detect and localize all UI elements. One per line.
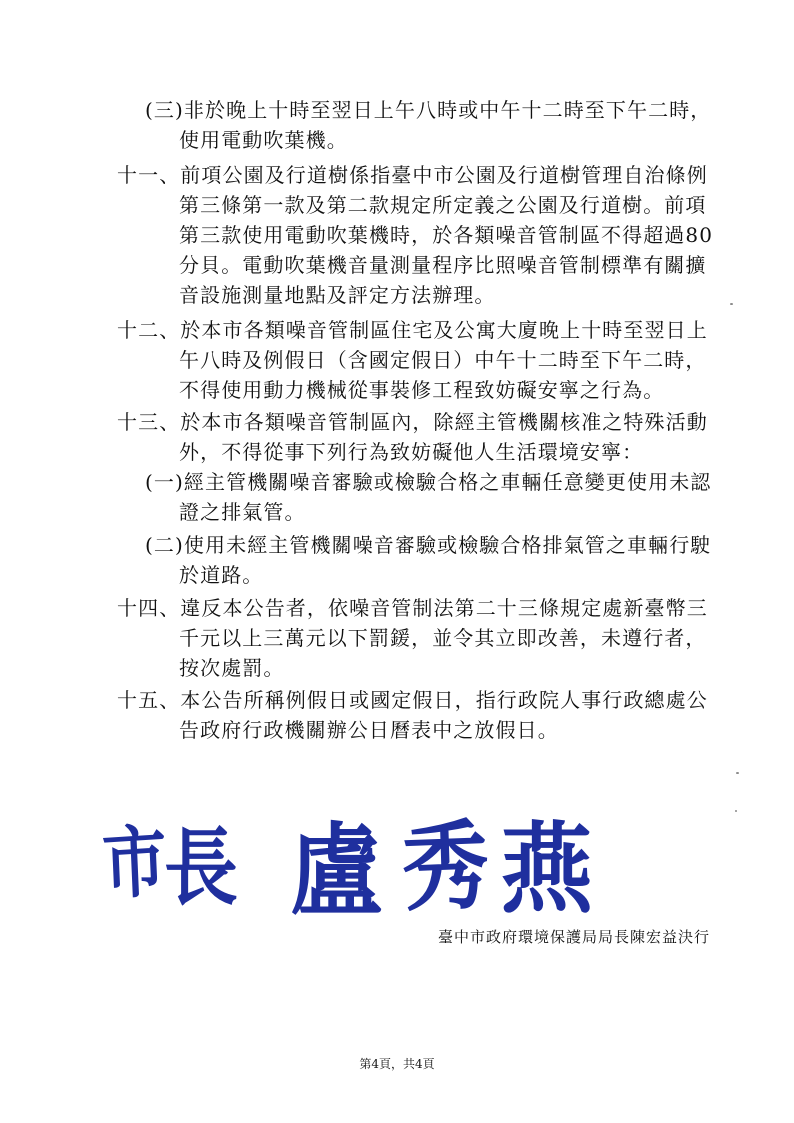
- clause-15-line-1: 十五、本公告所稱例假日或國定假日，指行政院人事行政總處公: [117, 688, 708, 712]
- clause-11-line-1: 十一、前項公園及行道樹係指臺中市公園及行道樹管理自治條例: [117, 163, 708, 187]
- clause-13-item-1-line-2: 證之排氣管。: [179, 500, 306, 524]
- clause-13-item-2-line-2: 於道路。: [179, 563, 264, 587]
- seal-char-name-1: 盧: [290, 812, 382, 930]
- clause-13-item-2-line-1: (二)使用未經主管機關噪音審驗或檢驗合格排氣管之車輛行駛: [145, 533, 712, 557]
- clause-11-line-2: 第三條第一款及第二款規定所定義之公園及行道樹。前項: [179, 193, 707, 217]
- clause-11-line-4: 分貝。電動吹葉機音量測量程序比照噪音管制標準有關擴: [179, 253, 707, 277]
- clause-11-line-5: 音設施測量地點及評定方法辦理。: [179, 283, 496, 307]
- seal-char-mayor-2: 長: [164, 818, 238, 917]
- seal-char-mayor-1: 市: [100, 815, 169, 911]
- signer-line: 臺中市政府環境保護局局長陳宏益決行: [438, 928, 711, 946]
- clause-13-line-1: 十三、於本市各類噪音管制區內，除經主管機關核准之特殊活動: [117, 410, 708, 434]
- clause-13-item-1-line-1: (一)經主管機關噪音審驗或檢驗合格之車輛任意變更使用未認: [145, 470, 712, 494]
- clause-14-line-1: 十四、違反本公告者，依噪音管制法第二十三條規定處新臺幣三: [117, 596, 708, 620]
- clause-12-line-3: 不得使用動力機械從事裝修工程致妨礙安寧之行為。: [179, 378, 665, 402]
- clause-15-line-2: 告政府行政機關辦公日曆表中之放假日。: [179, 718, 559, 742]
- clause-12-line-1: 十二、於本市各類噪音管制區住宅及公寓大廈晚上十時至翌日上: [117, 318, 708, 342]
- clause-14-line-3: 按次處罰。: [179, 656, 285, 680]
- clause-3-item-3-line-1: (三)非於晚上十時至翌日上午八時或中午十二時至下午二時，: [145, 98, 712, 122]
- page-number: 第4頁，共4頁: [359, 1057, 435, 1071]
- clause-3-item-3-line-2: 使用電動吹葉機。: [179, 128, 348, 152]
- clause-12-line-2: 午八時及例假日（含國定假日）中午十二時至下午二時，: [179, 348, 707, 372]
- seal-char-name-3: 燕: [500, 812, 594, 927]
- clause-13-line-2: 外，不得從事下列行為致妨礙他人生活環境安寧：: [179, 440, 644, 464]
- clause-14-line-2: 千元以上三萬元以下罰鍰，並令其立即改善，未遵行者，: [179, 626, 707, 650]
- scan-speck: [735, 810, 737, 812]
- scan-speck: [730, 303, 733, 305]
- mayor-signature-seal: [100, 795, 600, 930]
- scan-speck: [736, 772, 739, 774]
- seal-char-name-2: 秀: [400, 808, 491, 925]
- clause-11-line-3: 第三款使用電動吹葉機時，於各類噪音管制區不得超過80: [179, 223, 714, 247]
